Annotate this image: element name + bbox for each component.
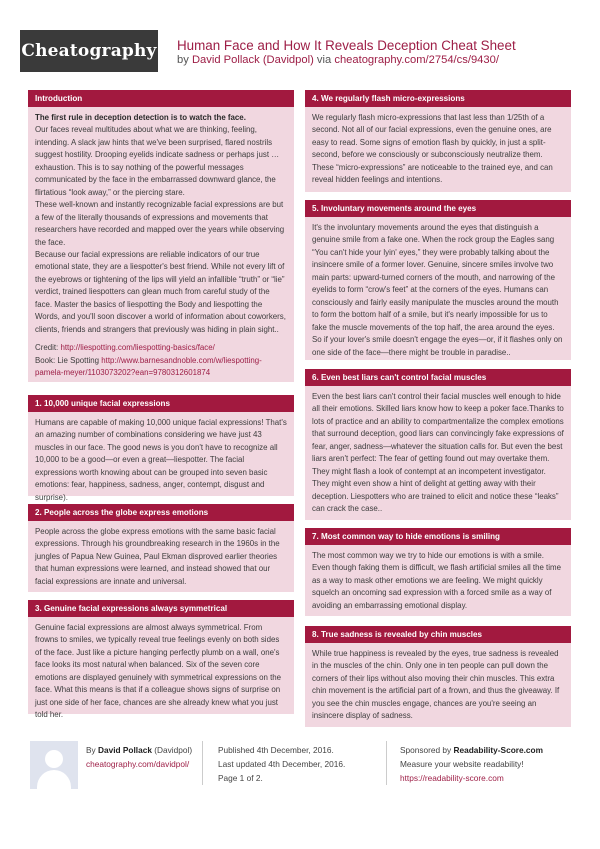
section-eye-movements-body: It's the involuntary movements around the eyes that distinguish a genuine smile from a fake one. When the rock group the Eagles sang “You can't hide your lyin' eyes,” they were probably talking about the insincere smile of a former lover. Genuine, sincere smiles involve two main parts: upward-turned corners of the mouth, and narrowing of the eyelids to form “crow's feet” at the corners of the eyes. Humans can consciously and fairly easily manipulate the muscles around the mouth to form the bottom half of a smile, but it's nearly impossible for us to fake the muscle movements of the top half, the area around the eyes. So if your lover's smile doesn't engage the eyes—or, if it flashes only on one side of the face—there might be trouble in paradise.. — [312, 223, 563, 357]
sponsor-tagline: Measure your website readability! — [400, 759, 524, 770]
avatar-head-shape — [45, 750, 63, 768]
intro-lead: The first rule in deception detection is to watch the face. — [35, 113, 246, 122]
section-introduction-heading: Introduction — [28, 90, 294, 107]
author-avatar[interactable] — [30, 741, 78, 789]
section-smiling-body: The most common way we try to hide our emotions is with a smile. Even though faking them is difficult, we flash artificial smiles all the time as a way to mask other emotions we are feeling. We might quickly squelch an oncoming sad expression with a forced smile as a way of avoiding an embarrassing emotional display. — [312, 551, 561, 610]
section-micro-expressions-heading: 4. We regularly flash micro-expressions — [305, 90, 571, 107]
section-globe-emotions — [28, 504, 294, 592]
footer-divider-1 — [202, 741, 203, 785]
sponsor-name[interactable]: Readability-Score.com — [453, 745, 543, 755]
footer-dates — [218, 743, 345, 786]
footer-divider-2 — [386, 741, 387, 785]
byline-via: via — [316, 54, 332, 66]
section-best-liars — [305, 369, 571, 520]
sponsor-label: Sponsored by — [400, 745, 452, 755]
section-symmetry-heading: 3. Genuine facial expressions always symmetrical — [28, 600, 294, 617]
footer-author — [86, 743, 192, 771]
section-globe-emotions-heading: 2. People across the globe express emotions — [28, 504, 294, 521]
section-eye-movements-heading: 5. Involuntary movements around the eyes — [305, 200, 571, 217]
page-number: Page 1 of 2. — [218, 773, 263, 784]
section-eye-movements — [305, 200, 571, 360]
footer-author-name[interactable]: David Pollack — [98, 745, 152, 755]
byline-by: by — [177, 54, 189, 66]
section-unique-expressions-heading: 1. 10,000 unique facial expressions — [28, 395, 294, 412]
section-introduction — [28, 90, 294, 382]
cheatography-logo[interactable]: Cheatography — [20, 30, 158, 72]
byline — [177, 54, 499, 66]
footer — [30, 735, 575, 785]
avatar-body-shape — [37, 770, 71, 789]
author-link[interactable]: David Pollack (Davidpol) — [191, 54, 314, 66]
section-micro-expressions — [305, 90, 571, 192]
section-symmetry — [28, 600, 294, 720]
footer-by: By — [86, 745, 96, 755]
section-smiling — [305, 528, 571, 616]
intro-paragraph-3: Because our facial expressions are reliable indicators of our true emotional state, they are a liespotter's best friend. While not every lift of the eyebrows or tightening of the lips will yield an infallible “truth” or “lie” verdict, trained liespotters can glean much from careful study of the face. Master the basics of liespotting the Body and liespotting the Words, and you'll soon discover a world of information about coworkers, clients, friends and strangers that previously was hiding in plain sight.. — [35, 249, 286, 334]
footer-author-handle: (Davidpol) — [154, 745, 193, 755]
book-link[interactable]: http://www.barnesandnoble.com/w/liespotting-pamela-meyer/1103073202?ean=9780312601874 — [35, 355, 262, 378]
published-date: Published 4th December, 2016. — [218, 745, 334, 755]
section-chin-muscles-heading: 8. True sadness is revealed by chin muscles — [305, 626, 571, 643]
section-smiling-heading: 7. Most common way to hide emotions is smiling — [305, 528, 571, 545]
updated-date: Last updated 4th December, 2016. — [218, 759, 346, 770]
intro-paragraph-1: Our faces reveal multitudes about what we are thinking, feeling, intending. A slack jaw hints that we've been surprised, flared nostrils suggest hostility. Drooping eyelids indicate sadness or perhaps just … exhaustion. This is to say nothing of the powerful messages communicated by the face in the embarrassed downward glance, the flirtatious “look away,” or the piercing stare. — [35, 125, 280, 197]
section-chin-muscles-body: While true happiness is revealed by the eyes, true sadness is revealed in the muscles of the chin. Only one in ten people can pull down the corners of their lips without also moving their chin muscles. This extra chin movement is the artificial part of a frown, and thus the giveaway. If you see the chin muscles engage, chances are you're seeing an insincere display of sadness. — [312, 649, 560, 721]
intro-paragraph-2: These well-known and instantly recognizable facial expressions are but a few of the literally thousands of expressions and movements that researchers have recorded and mapped over the years while observing the face. — [35, 200, 285, 247]
sponsor-link[interactable]: https://readability-score.com — [400, 773, 504, 784]
credit-link[interactable]: http://liespotting.com/liespotting-basics/face/ — [60, 343, 215, 353]
section-best-liars-heading: 6. Even best liars can't control facial muscles — [305, 369, 571, 386]
section-unique-expressions-body: Humans are capable of making 10,000 unique facial expressions! That's an amazing number of combinations considering we have just 43 muscles in our face. The good news is you don't have to recognize all 10,000 to be a good—or even a great—liespotter. The facial expressions worth knowing about can be grouped into seven basic emotions: fear, happiness, sadness, anger, contempt, disgust and surprise). — [35, 418, 287, 502]
section-globe-emotions-body: People across the globe express emotions with the same basic facial expressions. Through his groundbreaking research in the 1960s in the jungles of Papua New Guinea, Paul Ekman disproved earlier theories that human expressions were learned, and instead showed that our facial expressions are innate and universal. — [35, 527, 280, 586]
footer-author-link[interactable]: cheatography.com/davidpol/ — [86, 759, 190, 770]
footer-sponsor — [400, 743, 543, 786]
page-title: Human Face and How It Reveals Deception Cheat Sheet — [177, 38, 516, 53]
book-label: Book: Lie Spotting — [35, 355, 100, 365]
section-micro-expressions-body: We regularly flash micro-expressions that last less than 1/25th of a second. Not all of our facial expressions, even the genuine ones, are easy to read. Some signs of emotion flash by quickly, in just a split-second, before we consciously or subconsciously neutralize them. These “micro-expressions” are noticeable to the trained eye, and can reveal hidden feelings and intentions. — [312, 113, 553, 185]
section-symmetry-body: Genuine facial expressions are almost always symmetrical. From frowns to smiles, we typically reveal true feelings evenly on both sides of the face. Just like a picture hanging perfectly plumb on a wall, one's face looks its most natural when balanced. Six of the seven core emotions are displayed genuinely with symmetrical expressions on the face. What this means is that if a colleague shows signs of surprise on just one side of her face, chances are she already knew what you just told her. — [35, 623, 282, 720]
section-chin-muscles — [305, 626, 571, 727]
sheet-url-link[interactable]: cheatography.com/2754/cs/9430/ — [334, 54, 499, 66]
section-best-liars-body: Even the best liars can't control their facial muscles well enough to hide all their emotions. Skilled liars know how to keep a poker face.Thanks to lots of practice and an ability to compartmentalize the complex emotions that surround deception, good liars can convincingly fake expressions of fear, anger, sadness—whatever the situation calls for. But even the best liars aren't perfect: The fear of getting found out may overtake them. They might flash a look of contempt at an incompetent investigator. They might even show a hint of delight at getting away with their deception. Liespotters who are trained to elicit and notice these “leaks” can crack the case.. — [312, 392, 564, 514]
credit-label: Credit: — [35, 343, 59, 353]
section-unique-expressions — [28, 395, 294, 502]
